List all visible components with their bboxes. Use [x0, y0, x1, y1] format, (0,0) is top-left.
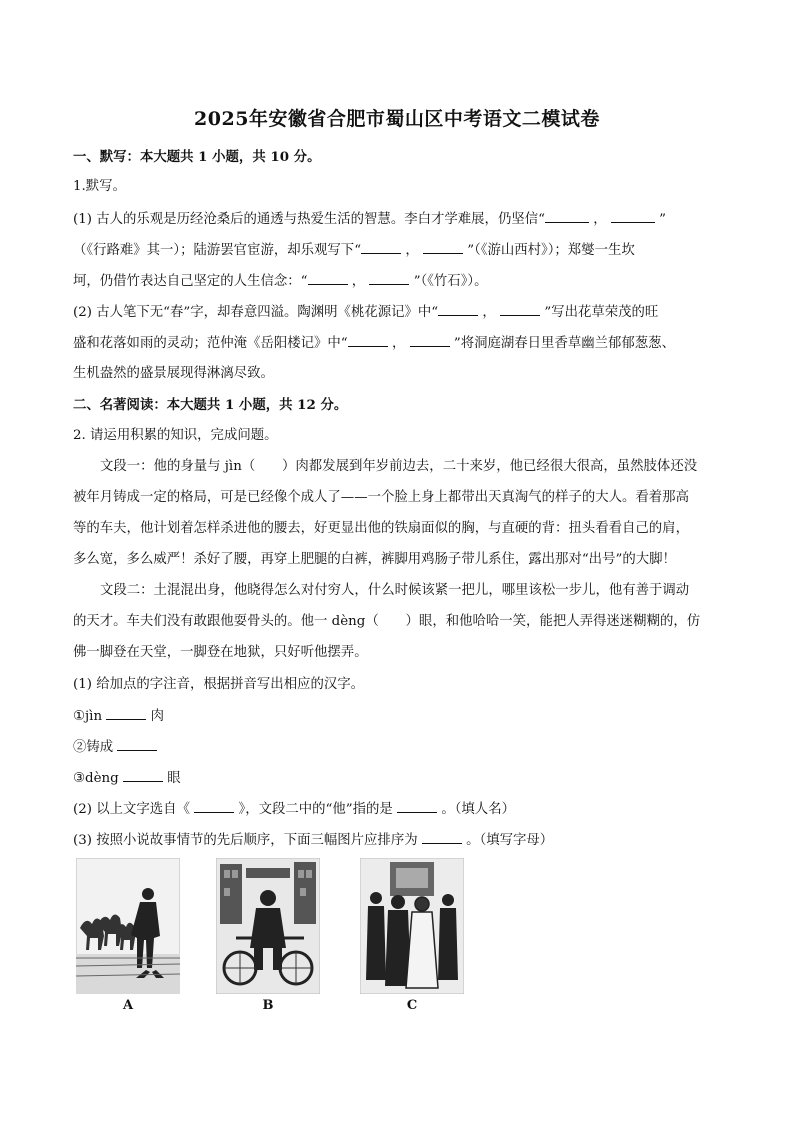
camel-scene-image [76, 858, 180, 994]
answer-blank[interactable] [422, 830, 462, 844]
rickshaw-scene-image [216, 858, 320, 994]
question-2-2: (2) 以上文字选自《 》，文段二中的“他”指的是 。（填人名） [73, 799, 723, 820]
question-1-1-line-2: （《行路难》其一）；陆游罢官宦游，却乐观写下“ ， ”（《游山西村》）；郑燮一生坎 [73, 240, 723, 261]
figure-label-b: B [262, 998, 274, 1013]
answer-blank[interactable] [438, 302, 478, 316]
question-2-1: (1) 给加点的字注音，根据拼音写出相应的汉字。 [73, 677, 365, 692]
section-heading-1: 一、默写：本大题共 1 小题，共 10 分。 [73, 149, 321, 165]
question-1-1-line-3: 坷，仍借竹表达自己坚定的人生信念：“ ， ”（《竹石》）。 [73, 271, 723, 292]
question-2-1-b: ②铸成 [73, 737, 723, 758]
answer-blank[interactable] [611, 209, 655, 223]
answer-blank[interactable] [397, 799, 437, 813]
answer-blank[interactable] [308, 271, 348, 285]
passage-2-line: 佛一脚登在天堂，一脚登在地狱，只好听他摆弄。 [73, 645, 368, 660]
passage-2-line: 文段二：土混混出身，他晓得怎么对付穷人，什么时候该紧一把儿，哪里该松一步儿，他有善于调动 [100, 583, 690, 598]
answer-blank[interactable] [500, 302, 540, 316]
illustration-a [76, 858, 180, 1013]
figure-label-c: C [406, 998, 418, 1013]
question-2-3: (3) 按照小说故事情节的先后顺序，下面三幅图片应排序为 。（填写字母） [73, 830, 723, 851]
answer-blank[interactable] [410, 333, 450, 347]
answer-blank[interactable] [423, 240, 463, 254]
answer-blank[interactable] [194, 799, 234, 813]
question-2-1-c: ③dèng 眼 [73, 768, 723, 789]
passage-1-line: 多么宽，多么威严！杀好了腰，再穿上肥腿的白裤，裤脚用鸡肠子带儿系住，露出那对“出号”的大脚！ [73, 552, 676, 567]
passage-1-line: 被年月铸成一定的格局，可是已经像个成人了——一个脸上身上都带出天真淘气的样子的大人。看着那高 [73, 490, 689, 505]
illustration-row [76, 858, 468, 1018]
answer-blank[interactable] [348, 333, 388, 347]
passage-1-line: 等的车夫，他计划着怎样杀进他的腰去，好更显出他的铁扇面似的胸，与直硬的背：扭头看看自己的肩， [73, 521, 689, 536]
question-1-heading: 1.默写。 [73, 179, 126, 194]
question-2-1-a: ①jìn 肉 [73, 706, 723, 727]
answer-blank[interactable] [117, 737, 157, 751]
question-2-heading: 2. 请运用积累的知识，完成问题。 [73, 428, 278, 443]
passage-1-line: 文段一：他的身量与 jìn（ ）肉都发展到年岁前边去，二十来岁，他已经很大很高，虽然肢体还没 [100, 459, 698, 474]
answer-blank[interactable] [123, 768, 163, 782]
question-1-2-line-2: 盛和花落如雨的灵动；范仲淹《岳阳楼记》中“ ， ”将洞庭湖春日里香草幽兰郁郁葱葱、 [73, 333, 723, 354]
passage-2-line: 的天才。车夫们没有敢跟他耍骨头的。他一 dèng（ ）眼，和他哈哈一笑，能把人弄得迷迷糊糊的，仿 [73, 614, 701, 629]
question-1-1-line-1: (1) 古人的乐观是历经沧桑后的通透与热爱生活的智慧。李白才学难展，仍坚信“ ， ” [73, 209, 723, 230]
answer-blank[interactable] [361, 240, 401, 254]
section-heading-2: 二、名著阅读：本大题共 1 小题，共 12 分。 [73, 397, 348, 413]
illustration-c [360, 858, 464, 1013]
answer-blank[interactable] [545, 209, 589, 223]
question-1-2-line-3: 生机盎然的盛景展现得淋漓尽致。 [73, 366, 274, 381]
answer-blank[interactable] [369, 271, 409, 285]
page-title: 2025年安徽省合肥市蜀山区中考语文二模试卷 [194, 108, 600, 130]
question-1-2-line-1: (2) 古人笔下无“春”字，却春意四溢。陶渊明《桃花源记》中“ ， ”写出花草荣茂的旺 [73, 302, 723, 323]
figure-label-a: A [122, 998, 134, 1013]
illustration-b [216, 858, 320, 1013]
group-scene-image [360, 858, 464, 994]
answer-blank[interactable] [106, 706, 146, 720]
